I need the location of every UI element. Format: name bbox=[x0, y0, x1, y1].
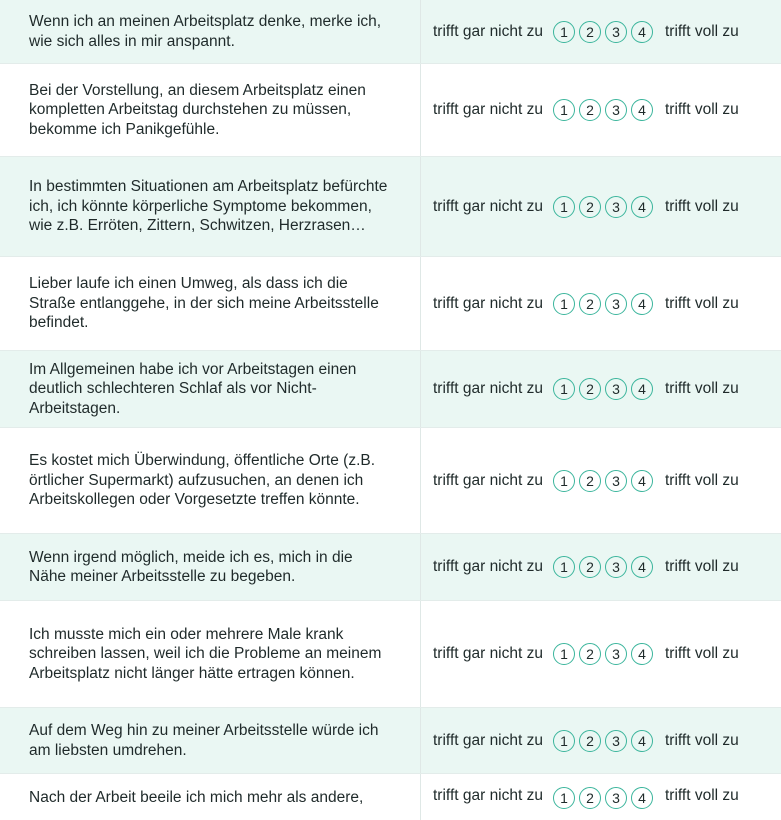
scale-high-label: trifft voll zu bbox=[664, 197, 739, 215]
rating-options bbox=[553, 730, 653, 752]
rating-option-2[interactable]: 2 bbox=[579, 787, 601, 809]
question-text: Lieber laufe ich einen Umweg, als dass ich die Straße entlanggehe, in der sich meine Arbeitsstelle befindet. bbox=[0, 257, 421, 350]
rating-option-4[interactable]: 4 bbox=[631, 293, 653, 315]
rating-option-4[interactable]: 4 bbox=[631, 470, 653, 492]
scale-high-label: trifft voll zu bbox=[664, 380, 739, 397]
rating-option-4[interactable]: 4 bbox=[631, 99, 653, 121]
rating-option-2[interactable]: 2 bbox=[579, 556, 601, 578]
rating-option-2[interactable]: 2 bbox=[579, 196, 601, 218]
scale-high-label: trifft voll zu bbox=[664, 645, 739, 662]
scale-high-label: trifft voll zu bbox=[664, 471, 739, 489]
rating-option-4[interactable]: 4 bbox=[631, 556, 653, 578]
rating-option-3[interactable]: 3 bbox=[605, 787, 627, 809]
rating-option-1[interactable]: 1 bbox=[553, 99, 575, 121]
scale-low-label: trifft gar nicht zu bbox=[433, 645, 543, 662]
rating-scale bbox=[421, 774, 781, 820]
rating-scale bbox=[421, 0, 781, 63]
question-text: Nach der Arbeit beeile ich mich mehr als andere, bbox=[0, 774, 421, 820]
rating-option-1[interactable]: 1 bbox=[553, 293, 575, 315]
rating-scale bbox=[421, 64, 781, 156]
question-text: Auf dem Weg hin zu meiner Arbeitsstelle würde ich am liebsten umdrehen. bbox=[0, 708, 421, 773]
scale-high-label: trifft voll zu bbox=[664, 101, 739, 118]
scale-high-label: trifft voll zu bbox=[664, 558, 739, 575]
rating-scale bbox=[421, 157, 781, 256]
rating-option-3[interactable]: 3 bbox=[605, 293, 627, 315]
rating-option-3[interactable]: 3 bbox=[605, 196, 627, 218]
question-row bbox=[0, 601, 781, 708]
rating-option-1[interactable]: 1 bbox=[553, 556, 575, 578]
question-row bbox=[0, 257, 781, 351]
rating-option-4[interactable]: 4 bbox=[631, 787, 653, 809]
rating-options bbox=[553, 787, 653, 809]
scale-low-label: trifft gar nicht zu bbox=[433, 380, 543, 397]
rating-scale bbox=[421, 428, 781, 533]
scale-high-label: trifft voll zu bbox=[664, 731, 739, 749]
rating-option-2[interactable]: 2 bbox=[579, 730, 601, 752]
rating-option-2[interactable]: 2 bbox=[579, 378, 601, 400]
rating-scale bbox=[421, 601, 781, 707]
rating-option-2[interactable]: 2 bbox=[579, 21, 601, 43]
rating-options bbox=[553, 21, 653, 43]
question-text: In bestimmten Situationen am Arbeitsplatz befürchte ich, ich könnte körperliche Symptome bekommen, wie z.B. Erröten, Zittern, Schwitzen, Herzrasen… bbox=[0, 157, 421, 256]
rating-option-2[interactable]: 2 bbox=[579, 99, 601, 121]
rating-option-3[interactable]: 3 bbox=[605, 378, 627, 400]
question-row bbox=[0, 708, 781, 774]
question-text: Wenn ich an meinen Arbeitsplatz denke, merke ich, wie sich alles in mir anspannt. bbox=[0, 0, 421, 63]
question-row bbox=[0, 534, 781, 601]
question-row bbox=[0, 774, 781, 820]
scale-low-label: trifft gar nicht zu bbox=[433, 22, 543, 40]
rating-options bbox=[553, 556, 653, 578]
question-text: Im Allgemeinen habe ich vor Arbeitstagen einen deutlich schlechteren Schlaf als vor Nicht-Arbeitstagen. bbox=[0, 351, 421, 427]
rating-options bbox=[553, 99, 653, 121]
rating-scale bbox=[421, 351, 781, 427]
scale-low-label: trifft gar nicht zu bbox=[433, 294, 543, 312]
scale-low-label: trifft gar nicht zu bbox=[433, 731, 543, 749]
rating-options bbox=[553, 378, 653, 400]
rating-option-3[interactable]: 3 bbox=[605, 643, 627, 665]
rating-option-3[interactable]: 3 bbox=[605, 556, 627, 578]
question-text: Bei der Vorstellung, an diesem Arbeitsplatz einen kompletten Arbeitstag durchstehen zu müssen, bekomme ich Panikgefühle. bbox=[0, 64, 421, 156]
rating-option-3[interactable]: 3 bbox=[605, 470, 627, 492]
rating-options bbox=[553, 293, 653, 315]
rating-option-1[interactable]: 1 bbox=[553, 787, 575, 809]
rating-option-1[interactable]: 1 bbox=[553, 378, 575, 400]
question-text: Wenn irgend möglich, meide ich es, mich in die Nähe meiner Arbeitsstelle zu begeben. bbox=[0, 534, 421, 600]
scale-low-label: trifft gar nicht zu bbox=[433, 101, 543, 118]
rating-option-3[interactable]: 3 bbox=[605, 730, 627, 752]
rating-option-3[interactable]: 3 bbox=[605, 21, 627, 43]
rating-option-1[interactable]: 1 bbox=[553, 643, 575, 665]
question-row bbox=[0, 351, 781, 428]
rating-options bbox=[553, 643, 653, 665]
question-text: Es kostet mich Überwindung, öffentliche Orte (z.B. örtlicher Supermarkt) aufzusuchen, an denen ich Arbeitskollegen oder Vorgesetzte treffen könnte. bbox=[0, 428, 421, 533]
rating-options bbox=[553, 470, 653, 492]
rating-option-4[interactable]: 4 bbox=[631, 196, 653, 218]
rating-scale bbox=[421, 708, 781, 773]
scale-low-label: trifft gar nicht zu bbox=[433, 787, 543, 804]
rating-option-2[interactable]: 2 bbox=[579, 470, 601, 492]
rating-scale bbox=[421, 534, 781, 600]
rating-option-4[interactable]: 4 bbox=[631, 378, 653, 400]
scale-low-label: trifft gar nicht zu bbox=[433, 471, 543, 489]
question-text: Ich musste mich ein oder mehrere Male krank schreiben lassen, weil ich die Probleme an meinem Arbeitsplatz nicht länger hätte ertragen können. bbox=[0, 601, 421, 707]
rating-option-1[interactable]: 1 bbox=[553, 21, 575, 43]
question-row bbox=[0, 0, 781, 64]
scale-high-label: trifft voll zu bbox=[664, 294, 739, 312]
scale-low-label: trifft gar nicht zu bbox=[433, 197, 543, 215]
question-row bbox=[0, 157, 781, 257]
scale-high-label: trifft voll zu bbox=[664, 787, 739, 804]
rating-option-1[interactable]: 1 bbox=[553, 196, 575, 218]
question-row bbox=[0, 428, 781, 534]
rating-option-4[interactable]: 4 bbox=[631, 643, 653, 665]
scale-high-label: trifft voll zu bbox=[664, 22, 739, 40]
rating-option-1[interactable]: 1 bbox=[553, 730, 575, 752]
scale-low-label: trifft gar nicht zu bbox=[433, 558, 543, 575]
question-row bbox=[0, 64, 781, 157]
rating-option-1[interactable]: 1 bbox=[553, 470, 575, 492]
rating-option-4[interactable]: 4 bbox=[631, 730, 653, 752]
rating-option-2[interactable]: 2 bbox=[579, 293, 601, 315]
rating-option-2[interactable]: 2 bbox=[579, 643, 601, 665]
rating-option-3[interactable]: 3 bbox=[605, 99, 627, 121]
rating-options bbox=[553, 196, 653, 218]
rating-scale bbox=[421, 257, 781, 350]
rating-option-4[interactable]: 4 bbox=[631, 21, 653, 43]
